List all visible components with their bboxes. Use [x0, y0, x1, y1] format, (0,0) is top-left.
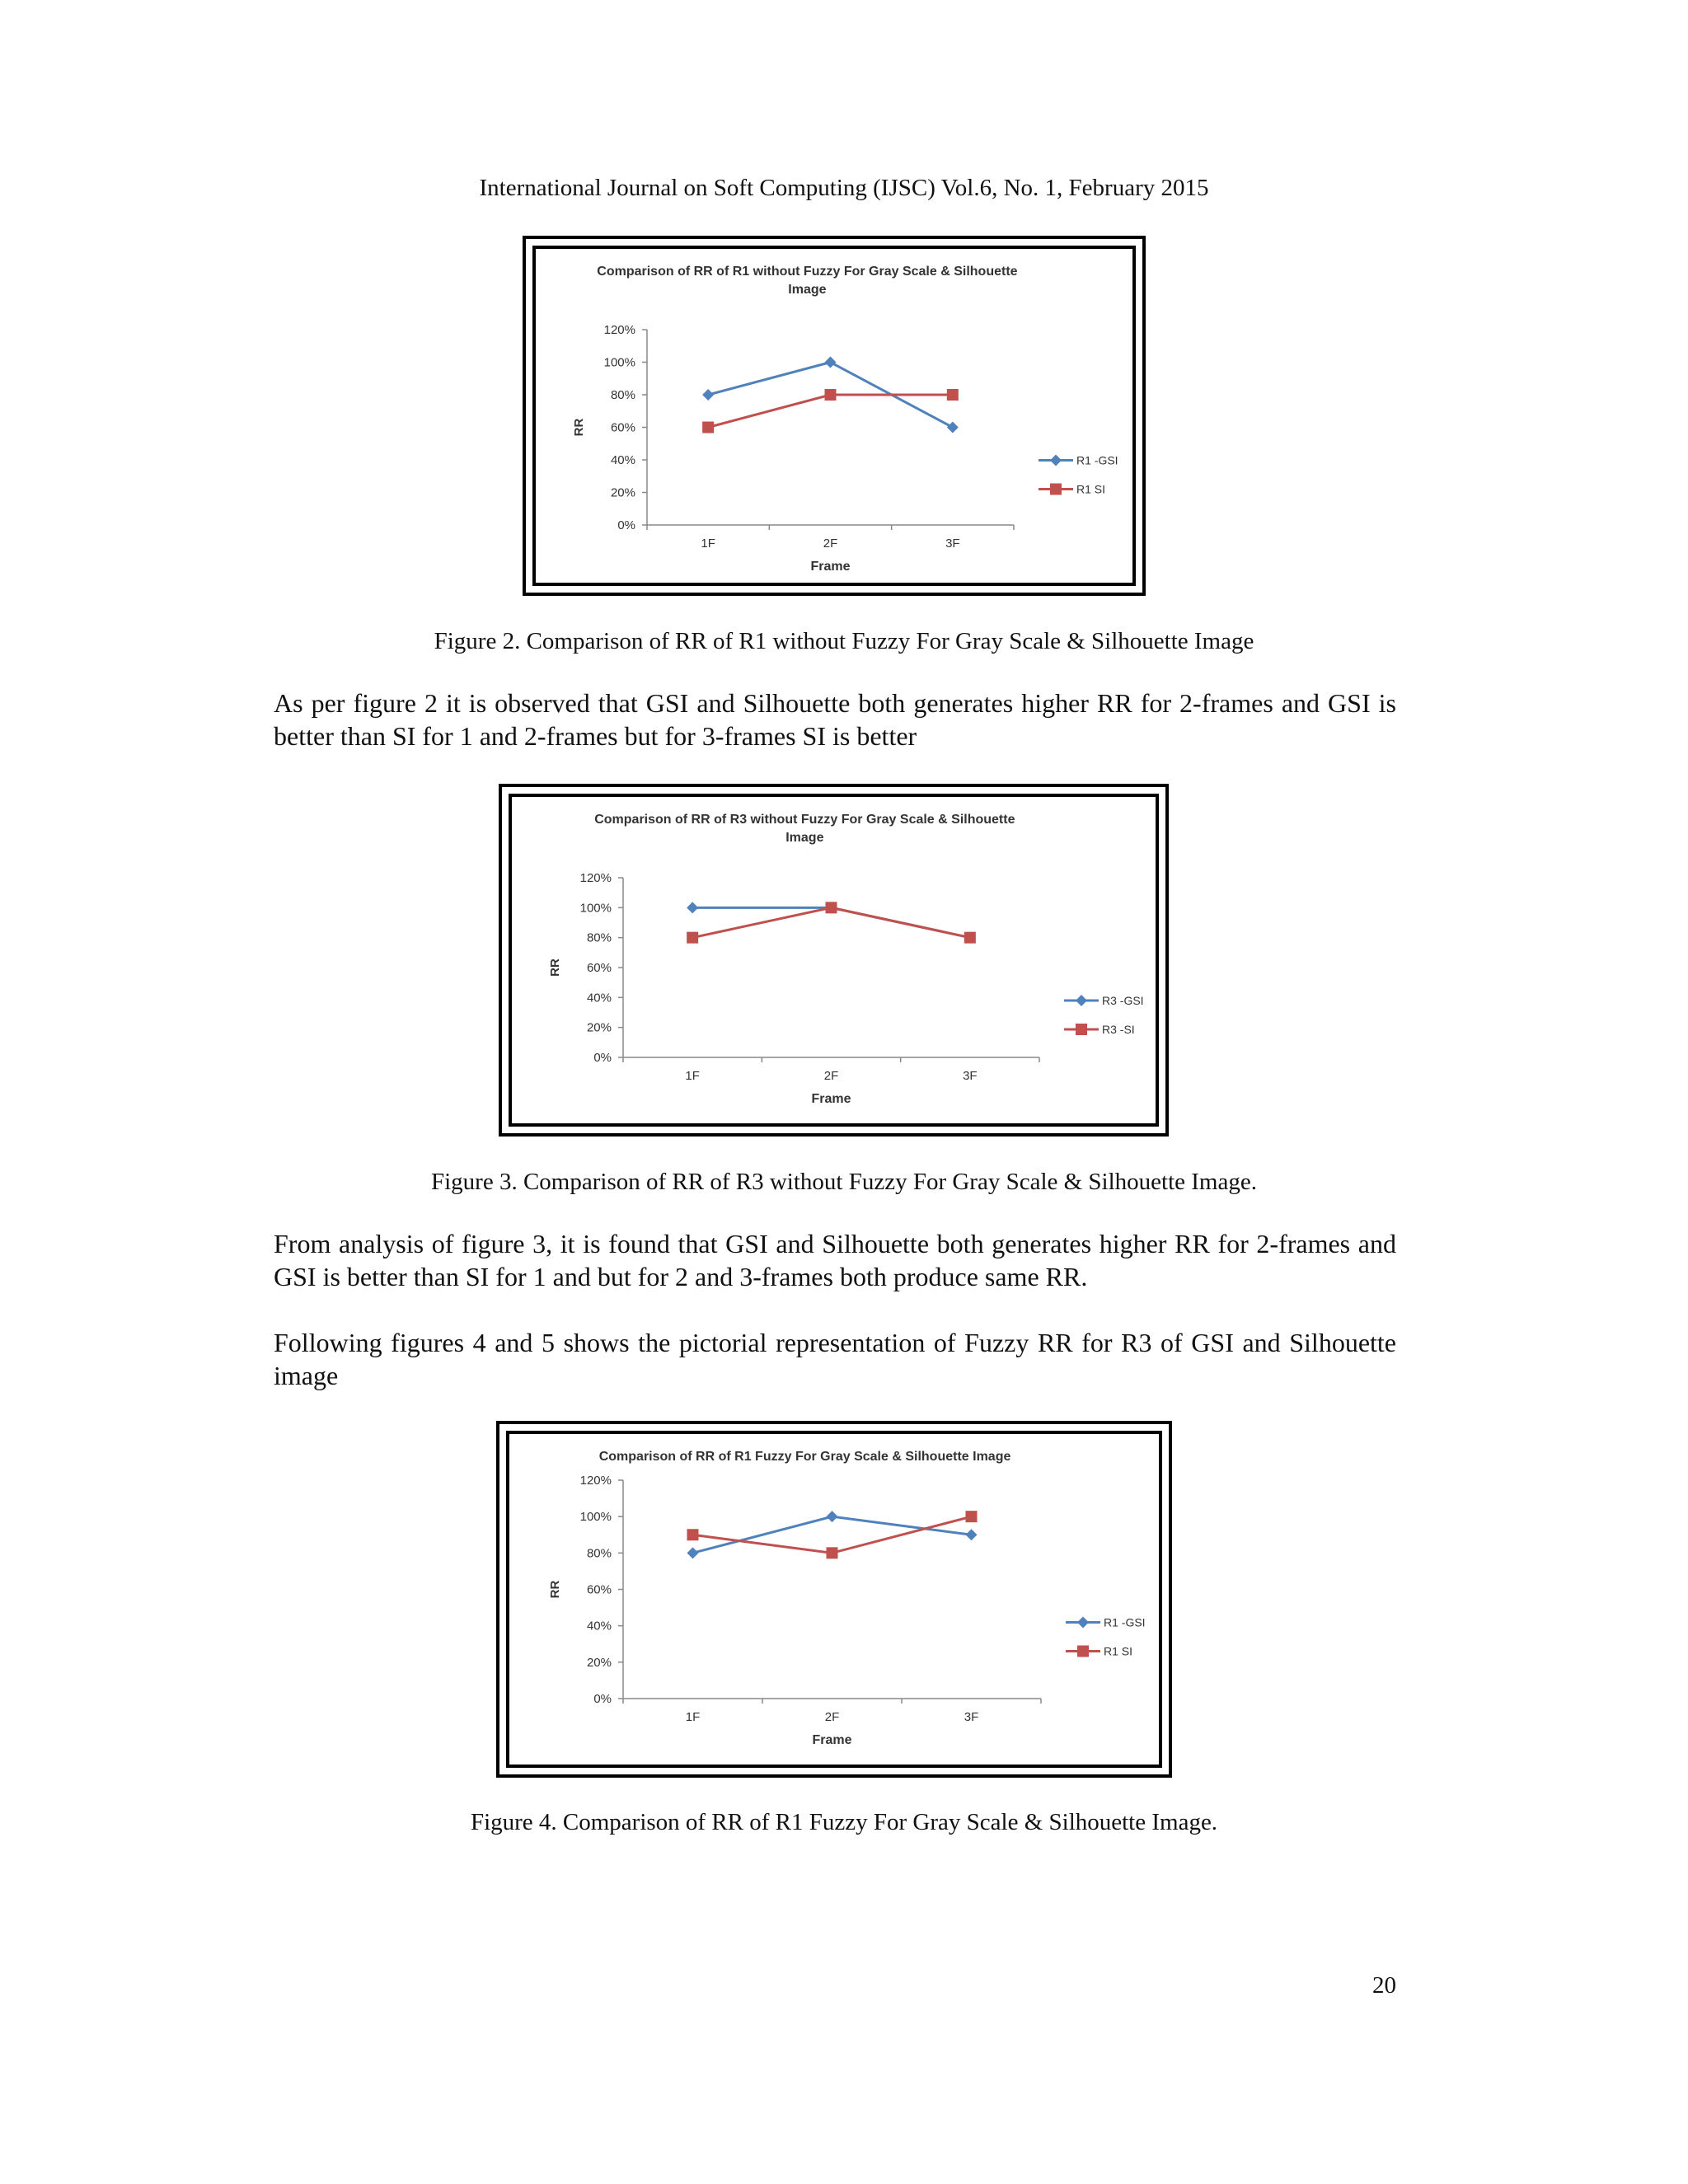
legend-marker: [1077, 1646, 1089, 1657]
legend-label: R3 -SI: [1102, 1023, 1135, 1036]
figure-2-chart: [536, 249, 1132, 583]
legend-marker: [1077, 1617, 1089, 1629]
x-tick-label: 2F: [824, 1710, 840, 1724]
chart-title: Comparison of RR of R1 without Fuzzy For Gray Scale & Silhouette: [597, 265, 1018, 279]
data-point-si: [947, 389, 959, 401]
legend-marker: [1076, 1024, 1087, 1035]
data-point-si: [825, 389, 837, 401]
figure-3-chart: [512, 797, 1156, 1123]
y-tick-label: 100%: [603, 355, 635, 370]
data-point-gsi: [966, 1529, 978, 1540]
x-axis-title: Frame: [812, 1733, 852, 1747]
chart-title: Image: [785, 831, 824, 845]
x-tick-label: 3F: [963, 1069, 978, 1083]
x-tick-label: 1F: [685, 1710, 701, 1724]
data-point-si: [826, 902, 837, 913]
chart-title: Comparison of RR of R1 Fuzzy For Gray Scale & Silhouette Image: [598, 1450, 1011, 1464]
data-point-gsi: [825, 357, 837, 368]
x-axis-title: Frame: [811, 1092, 851, 1106]
x-tick-label: 1F: [685, 1069, 700, 1083]
data-point-si: [687, 1529, 699, 1540]
chart-title: Comparison of RR of R3 without Fuzzy For Gray Scale & Silhouette: [594, 813, 1015, 827]
paragraph-1: As per figure 2 it is observed that GSI and Silhouette both generates higher RR for 2-frames and GSI is better than SI for 1 and 2-frames but for 3-frames SI is better: [274, 688, 1396, 751]
figure-4-frame: [496, 1421, 1172, 1778]
y-tick-label: 120%: [603, 323, 635, 337]
y-tick-label: 80%: [586, 1546, 612, 1561]
y-tick-label: 100%: [579, 1510, 612, 1525]
chart-title: Image: [788, 283, 827, 297]
x-tick-label: 2F: [823, 537, 838, 551]
y-tick-label: 80%: [610, 388, 635, 402]
figure-2-caption: Figure 2. Comparison of RR of R1 without Fuzzy For Gray Scale & Silhouette Image: [434, 628, 1254, 654]
y-axis-title: RR: [548, 1580, 562, 1599]
x-tick-label: 3F: [945, 537, 960, 551]
data-point-si: [966, 1511, 978, 1522]
y-tick-label: 20%: [586, 1020, 612, 1035]
figure-2-frame: [523, 236, 1146, 596]
figure-3-caption: Figure 3. Comparison of RR of R3 without Fuzzy For Gray Scale & Silhouette Image.: [431, 1169, 1257, 1195]
figure-4-chart: [509, 1434, 1159, 1765]
y-tick-label: 0%: [617, 518, 635, 532]
y-tick-label: 60%: [586, 961, 612, 975]
y-axis-title: RR: [548, 958, 562, 977]
data-point-si: [827, 1547, 838, 1558]
y-tick-label: 40%: [586, 1619, 612, 1633]
paragraph-3: Following figures 4 and 5 shows the pictorial representation of Fuzzy RR for R3 of GSI and Silhouette image: [274, 1328, 1396, 1390]
legend-marker: [1076, 995, 1087, 1006]
data-point-si: [964, 932, 976, 944]
y-tick-label: 40%: [610, 453, 635, 467]
data-point-gsi: [687, 902, 698, 913]
legend-marker: [1050, 455, 1062, 466]
x-tick-label: 2F: [823, 1069, 839, 1083]
y-tick-label: 80%: [586, 930, 612, 945]
paragraph-2: From analysis of figure 3, it is found that GSI and Silhouette both generates higher RR for 2-frames and GSI is better than SI for 1 and but for 2 and 3-frames both produce same RR.: [274, 1229, 1396, 1291]
figure-3-panel: [509, 794, 1159, 1127]
running-header: International Journal on Soft Computing (IJSC) Vol.6, No. 1, February 2015: [479, 175, 1209, 201]
y-tick-label: 60%: [586, 1582, 612, 1597]
data-point-gsi: [827, 1511, 838, 1522]
data-point-gsi: [702, 389, 714, 401]
x-axis-title: Frame: [810, 560, 851, 574]
y-tick-label: 20%: [586, 1655, 612, 1670]
data-point-gsi: [947, 422, 959, 434]
y-tick-label: 120%: [579, 871, 612, 885]
legend-label: R1 SI: [1076, 482, 1106, 496]
y-tick-label: 0%: [593, 1692, 612, 1706]
legend-marker: [1050, 484, 1062, 495]
y-tick-label: 20%: [610, 485, 635, 500]
figure-3-frame: [499, 784, 1169, 1137]
data-point-gsi: [687, 1547, 699, 1558]
legend-label: R1 -GSI: [1076, 453, 1118, 467]
data-point-si: [702, 422, 714, 434]
figure-2-panel: [532, 246, 1136, 586]
y-tick-label: 120%: [579, 1474, 612, 1488]
y-tick-label: 60%: [610, 420, 635, 435]
x-tick-label: 1F: [701, 537, 715, 551]
x-tick-label: 3F: [964, 1710, 979, 1724]
y-tick-label: 100%: [579, 901, 612, 916]
data-point-si: [687, 932, 698, 944]
y-tick-label: 40%: [586, 991, 612, 1005]
legend-label: R1 -GSI: [1104, 1615, 1146, 1629]
legend-label: R1 SI: [1104, 1644, 1133, 1658]
y-tick-label: 0%: [593, 1051, 612, 1065]
y-axis-title: RR: [572, 418, 586, 437]
figure-4-panel: [506, 1431, 1162, 1768]
page-number: 20: [1372, 1972, 1396, 1999]
legend-label: R3 -GSI: [1102, 994, 1144, 1007]
figure-4-caption: Figure 4. Comparison of RR of R1 Fuzzy For Gray Scale & Silhouette Image.: [470, 1809, 1218, 1835]
